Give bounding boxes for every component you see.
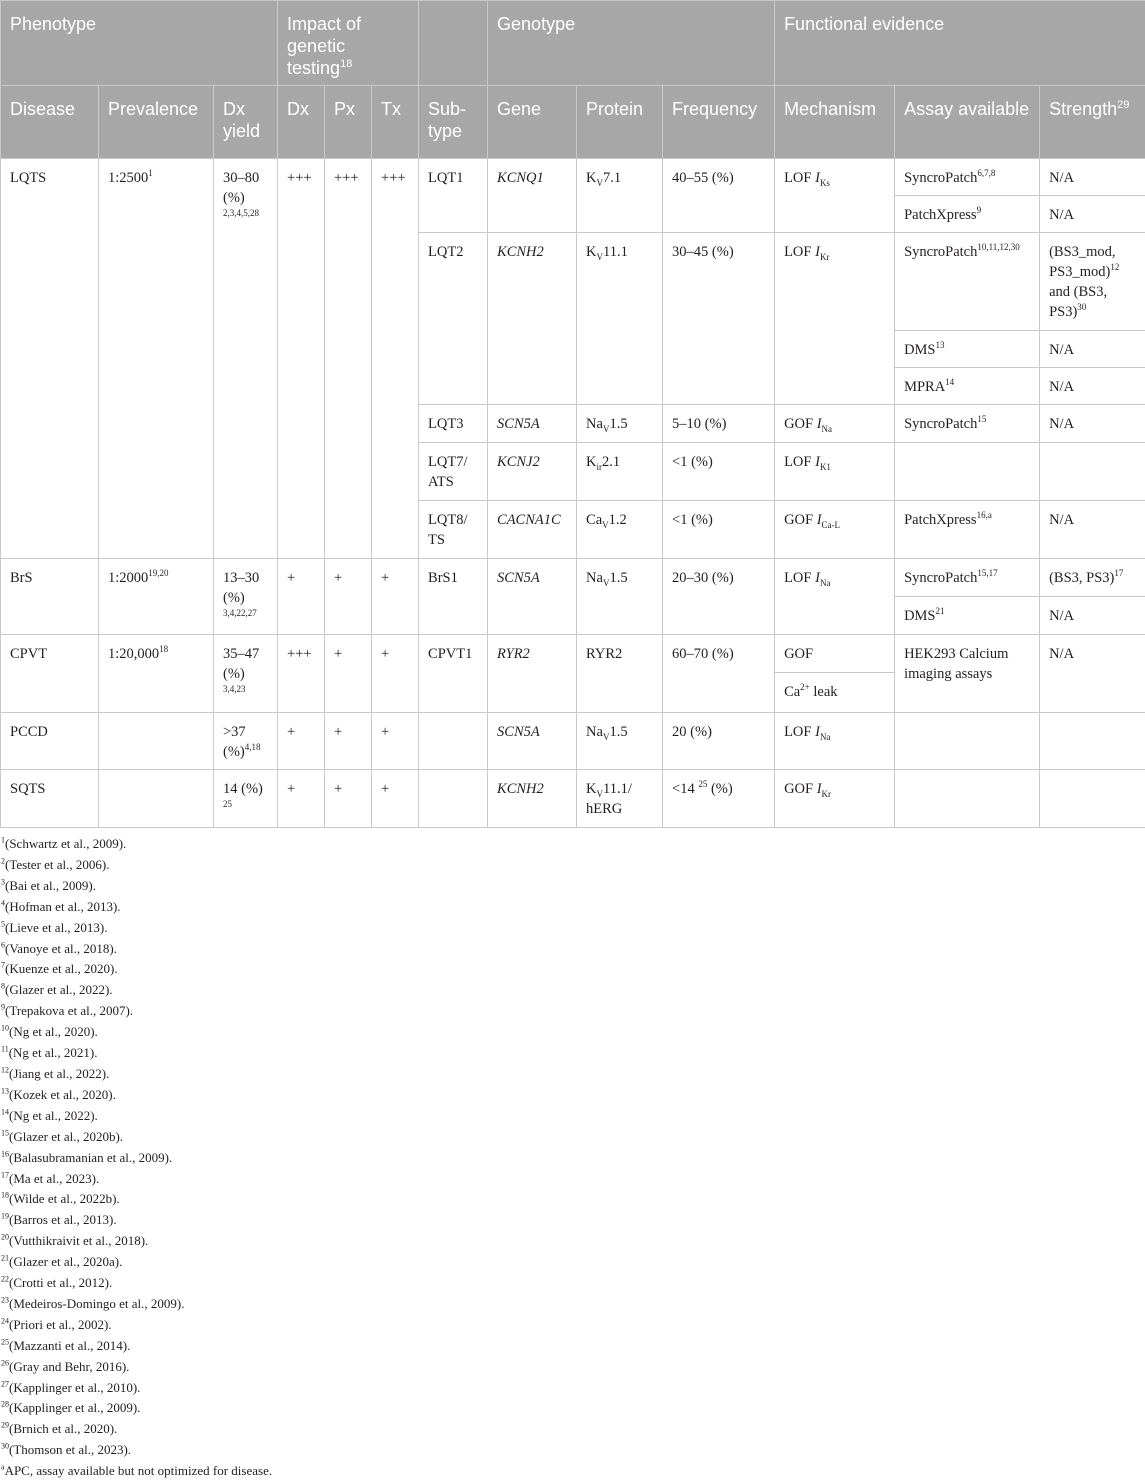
col-dx-yield: Dx yield (214, 86, 278, 159)
protein-cpvt: RYR2 (577, 635, 663, 713)
protein-lqt8: $Ca_V1.2$ (577, 501, 663, 559)
col-assay: Assay available (895, 86, 1040, 159)
header-blank (419, 1, 488, 86)
strength-brs-syncropatch: (BS3, PS3)$^{17}$ (1040, 559, 1145, 597)
px-lqts: +++ (325, 159, 372, 559)
table-row (1, 770, 1145, 828)
mechanism-pccd: LOF $I_{Na}$ (775, 713, 895, 770)
strength-lqt2-dms: N/A (1040, 331, 1145, 368)
footnote: $^6$(Vanoye et al., 2018). (0, 939, 600, 960)
tx-lqts: +++ (372, 159, 419, 559)
strength-cpvt: N/A (1040, 635, 1145, 713)
frequency-cpvt: 60–70 (%) (663, 635, 775, 713)
footnotes (0, 834, 600, 1482)
table-row (1, 635, 1145, 673)
prevalence-cpvt: 1:20,000$^{18}$ (99, 635, 214, 713)
strength-lqt1-syncropatch: N/A (1040, 159, 1145, 196)
dx-sqts: + (278, 770, 325, 828)
footnote: $^9$(Trepakova et al., 2007). (0, 1001, 600, 1022)
assay-lqt8: PatchXpress$^{16,a}$ (895, 501, 1040, 559)
gene-kcnh2: KCNH2 (488, 233, 577, 405)
gene-ryr2: RYR2 (488, 635, 577, 713)
tx-cpvt: + (372, 635, 419, 713)
yield-cpvt: 35–47 (%) $^{3,4,23}$ (214, 635, 278, 713)
footnote: $^{27}$(Kapplinger et al., 2010). (0, 1378, 600, 1399)
col-dx: Dx (278, 86, 325, 159)
px-cpvt: + (325, 635, 372, 713)
subtype-pccd (419, 713, 488, 770)
assay-lqt7 (895, 443, 1040, 501)
frequency-lqt3: 5–10 (%) (663, 405, 775, 443)
frequency-brs: 20–30 (%) (663, 559, 775, 635)
header-phenotype: Phenotype (1, 1, 278, 86)
gene-kcnj2: KCNJ2 (488, 443, 577, 501)
footnote: $^{22}$(Crotti et al., 2012). (0, 1273, 600, 1294)
assay-cpvt: HEK293 Calcium imaging assays (895, 635, 1040, 713)
footnote: $^{30}$(Thomson et al., 2023). (0, 1440, 600, 1461)
subtype-brs1: BrS1 (419, 559, 488, 635)
col-tx: Tx (372, 86, 419, 159)
footnote: $^7$(Kuenze et al., 2020). (0, 959, 600, 980)
yield-brs: 13–30 (%) $^{3,4,22,27}$ (214, 559, 278, 635)
table-row (1, 559, 1145, 597)
subtype-lqt3: LQT3 (419, 405, 488, 443)
dx-pccd: + (278, 713, 325, 770)
col-gene: Gene (488, 86, 577, 159)
subtype-lqt2: LQT2 (419, 233, 488, 405)
col-prevalence: Prevalence (99, 86, 214, 159)
mechanism-lqt3: GOF $I_{Na}$ (775, 405, 895, 443)
px-brs: + (325, 559, 372, 635)
col-protein: Protein (577, 86, 663, 159)
dx-cpvt: +++ (278, 635, 325, 713)
header-genotype: Genotype (488, 1, 775, 86)
footnote: $^{24}$(Priori et al., 2002). (0, 1315, 600, 1336)
footnote: $^{11}$(Ng et al., 2021). (0, 1043, 600, 1064)
footnote: $^{15}$(Glazer et al., 2020b). (0, 1127, 600, 1148)
footnote: $^{14}$(Ng et al., 2022). (0, 1106, 600, 1127)
assay-brs-dms: DMS$^{21}$ (895, 597, 1040, 635)
protein-brs: $Na_V1.5$ (577, 559, 663, 635)
yield-pccd: >37 (%)$^{4,18}$ (214, 713, 278, 770)
assay-lqt2-dms: DMS$^{13}$ (895, 331, 1040, 368)
footnote: $^4$(Hofman et al., 2013). (0, 897, 600, 918)
disease-cpvt: CPVT (1, 635, 99, 713)
strength-sqts (1040, 770, 1145, 828)
col-px: Px (325, 86, 372, 159)
assay-lqt2-mpra: MPRA$^{14}$ (895, 368, 1040, 405)
header-functional-evidence: Functional evidence (775, 1, 1145, 86)
disease-lqts: LQTS (1, 159, 99, 559)
protein-lqt2: $K_V11.1$ (577, 233, 663, 405)
assay-brs-syncropatch: SyncroPatch$^{15,17}$ (895, 559, 1040, 597)
tx-brs: + (372, 559, 419, 635)
gene-cacna1c: CACNA1C (488, 501, 577, 559)
strength-lqt2-syncropatch: (BS3_mod, PS3_mod)$^{12}$ and (BS3, PS3)$^{30}$ (1040, 233, 1145, 331)
assay-lqt3: SyncroPatch$^{15}$ (895, 405, 1040, 443)
frequency-lqt2: 30–45 (%) (663, 233, 775, 405)
footnote: $^8$(Glazer et al., 2022). (0, 980, 600, 1001)
footnote: $^1$(Schwartz et al., 2009). (0, 834, 600, 855)
assay-pccd (895, 713, 1040, 770)
frequency-pccd: 20 (%) (663, 713, 775, 770)
assay-lqt1-syncropatch: SyncroPatch$^{6,7,8}$ (895, 159, 1040, 196)
footnote: $^{25}$(Mazzanti et al., 2014). (0, 1336, 600, 1357)
col-frequency: Frequency (663, 86, 775, 159)
table-row (1, 713, 1145, 770)
col-strength: Strength$^{29}$ (1040, 86, 1145, 159)
mechanism-lqt1: LOF $I_{Ks}$ (775, 159, 895, 233)
col-mechanism: Mechanism (775, 86, 895, 159)
mechanism-cpvt-leak: $Ca^{2+}$ leak (775, 673, 895, 713)
footnote: $^{29}$(Brnich et al., 2020). (0, 1419, 600, 1440)
footnote: $^a$APC, assay available but not optimized for disease. (0, 1461, 600, 1482)
subtype-lqt7: LQT7/ ATS (419, 443, 488, 501)
strength-lqt2-mpra: N/A (1040, 368, 1145, 405)
assay-lqt2-syncropatch: SyncroPatch$^{10,11,12,30}$ (895, 233, 1040, 331)
header-impact: Impact of genetic testing$^{18}$ (278, 1, 419, 86)
subtype-lqt8: LQT8/ TS (419, 501, 488, 559)
footnote: $^3$(Bai et al., 2009). (0, 876, 600, 897)
strength-brs-dms: N/A (1040, 597, 1145, 635)
gene-scn5a-pccd: SCN5A (488, 713, 577, 770)
footnote: $^{17}$(Ma et al., 2023). (0, 1169, 600, 1190)
disease-sqts: SQTS (1, 770, 99, 828)
footnote: $^{23}$(Medeiros-Domingo et al., 2009). (0, 1294, 600, 1315)
dx-brs: + (278, 559, 325, 635)
footnote: $^{12}$(Jiang et al., 2022). (0, 1064, 600, 1085)
strength-pccd (1040, 713, 1145, 770)
footnote: $^{20}$(Vutthikraivit et al., 2018). (0, 1231, 600, 1252)
subtype-lqt1: LQT1 (419, 159, 488, 233)
mechanism-sqts: GOF $I_{Kr}$ (775, 770, 895, 828)
strength-lqt7 (1040, 443, 1145, 501)
assay-lqt1-patchxpress: PatchXpress$^9$ (895, 196, 1040, 233)
col-subtype: Sub-type (419, 86, 488, 159)
prevalence-lqts: 1:2500$^1$ (99, 159, 214, 559)
frequency-lqt7: <1 (%) (663, 443, 775, 501)
disease-pccd: PCCD (1, 713, 99, 770)
px-sqts: + (325, 770, 372, 828)
dx-lqts: +++ (278, 159, 325, 559)
footnote: $^5$(Lieve et al., 2013). (0, 918, 600, 939)
gene-scn5a-brs: SCN5A (488, 559, 577, 635)
px-pccd: + (325, 713, 372, 770)
protein-lqt7: $K_{ir}2.1$ (577, 443, 663, 501)
table-row (1, 159, 1145, 196)
prevalence-brs: 1:2000$^{19,20}$ (99, 559, 214, 635)
mechanism-brs: LOF $I_{Na}$ (775, 559, 895, 635)
strength-lqt3: N/A (1040, 405, 1145, 443)
footnote: $^{19}$(Barros et al., 2013). (0, 1210, 600, 1231)
protein-sqts: $K_V11.1/$ hERG (577, 770, 663, 828)
footnote: $^{26}$(Gray and Behr, 2016). (0, 1357, 600, 1378)
assay-sqts (895, 770, 1040, 828)
yield-sqts: 14 (%) $^{25}$ (214, 770, 278, 828)
footnote: $^{10}$(Ng et al., 2020). (0, 1022, 600, 1043)
mechanism-cpvt-gof: GOF (775, 635, 895, 673)
tx-sqts: + (372, 770, 419, 828)
subtype-sqts (419, 770, 488, 828)
frequency-lqt8: <1 (%) (663, 501, 775, 559)
mechanism-lqt7: LOF $I_{K1}$ (775, 443, 895, 501)
strength-lqt8: N/A (1040, 501, 1145, 559)
footnote: $^{28}$(Kapplinger et al., 2009). (0, 1398, 600, 1419)
footnote: $^2$(Tester et al., 2006). (0, 855, 600, 876)
mechanism-lqt8: GOF $I_{Ca-L}$ (775, 501, 895, 559)
gene-kcnq1: KCNQ1 (488, 159, 577, 233)
footnote: $^{16}$(Balasubramanian et al., 2009). (0, 1148, 600, 1169)
disease-brs: BrS (1, 559, 99, 635)
footnote: $^{13}$(Kozek et al., 2020). (0, 1085, 600, 1106)
protein-pccd: $Na_V1.5$ (577, 713, 663, 770)
frequency-lqt1: 40–55 (%) (663, 159, 775, 233)
frequency-sqts: <14 $^{25}$ (%) (663, 770, 775, 828)
tx-pccd: + (372, 713, 419, 770)
col-disease: Disease (1, 86, 99, 159)
prevalence-sqts (99, 770, 214, 828)
subtype-cpvt1: CPVT1 (419, 635, 488, 713)
yield-lqts: 30–80 (%) $^{2,3,4,5,28}$ (214, 159, 278, 559)
footnote: $^{18}$(Wilde et al., 2022b). (0, 1189, 600, 1210)
strength-lqt1-patchxpress: N/A (1040, 196, 1145, 233)
gene-scn5a-lqt3: SCN5A (488, 405, 577, 443)
footnote: $^{21}$(Glazer et al., 2020a). (0, 1252, 600, 1273)
prevalence-pccd (99, 713, 214, 770)
mechanism-lqt2: LOF $I_{Kr}$ (775, 233, 895, 405)
protein-lqt1: $K_V7.1$ (577, 159, 663, 233)
protein-lqt3: $Na_V1.5$ (577, 405, 663, 443)
gene-kcnh2-sqts: KCNH2 (488, 770, 577, 828)
